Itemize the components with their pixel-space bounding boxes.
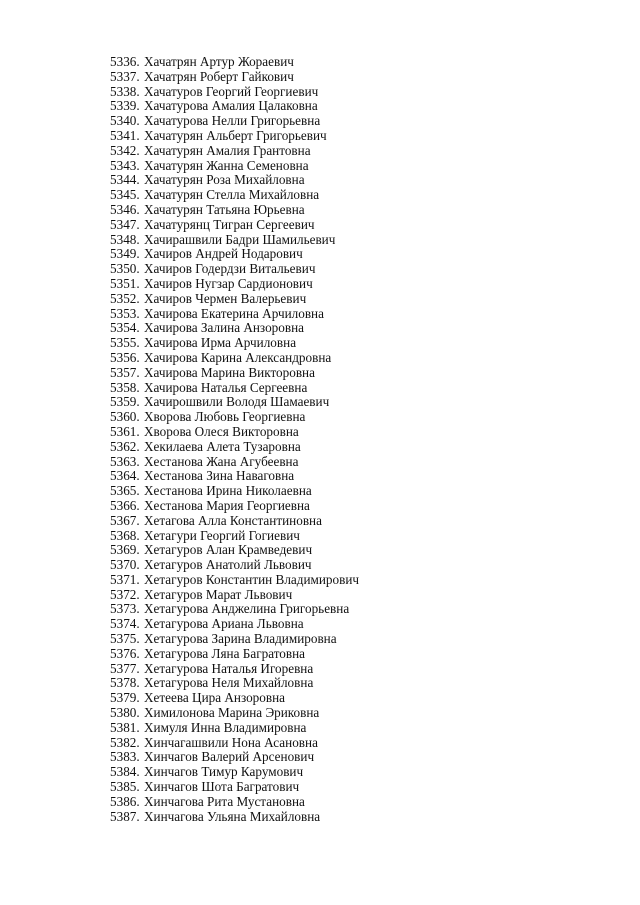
entry-number: 5348. <box>110 231 140 247</box>
entry-name: Хачатурова Амалия Цалаковна <box>144 98 318 114</box>
list-item <box>110 173 359 188</box>
list-item <box>110 529 359 544</box>
list-item <box>110 144 359 159</box>
list-item <box>110 85 359 100</box>
entry-number: 5383. <box>110 749 140 765</box>
entry-number: 5358. <box>110 379 140 395</box>
list-item <box>110 691 359 706</box>
entry-number: 5340. <box>110 113 140 129</box>
list-item <box>110 455 359 470</box>
list-item <box>110 262 359 277</box>
entry-name: Хачатрян Роберт Гайкович <box>144 68 294 84</box>
entry-name: Хачиров Чермен Валерьевич <box>144 290 307 306</box>
entry-name: Хинчагов Шота Багратович <box>144 779 300 795</box>
entry-name: Хинчагов Тимур Карумович <box>144 764 304 780</box>
entry-name: Хетагурова Неля Михайловна <box>144 675 314 691</box>
entry-name: Хачирова Карина Александровна <box>144 349 332 365</box>
entry-number: 5349. <box>110 246 140 262</box>
list-item <box>110 662 359 677</box>
entry-number: 5362. <box>110 438 140 454</box>
entry-name: Хачиров Андрей Нодарович <box>144 246 303 262</box>
entry-name: Хетагуров Анатолий Львович <box>144 557 312 573</box>
entry-number: 5350. <box>110 261 140 277</box>
entry-name: Хачирашвили Бадри Шамильевич <box>144 231 336 247</box>
entry-name: Хетагуров Марат Львович <box>144 586 293 602</box>
entry-number: 5373. <box>110 601 140 617</box>
entry-name: Хачирова Ирма Арчиловна <box>144 335 297 351</box>
entry-name: Хетагурова Наталья Игоревна <box>144 660 314 676</box>
list-item <box>110 499 359 514</box>
entry-name: Хачатурян Амалия Грантовна <box>144 142 311 158</box>
list-item <box>110 218 359 233</box>
entry-number: 5355. <box>110 335 140 351</box>
entry-number: 5378. <box>110 675 140 691</box>
list-item <box>110 410 359 425</box>
entry-number: 5359. <box>110 394 140 410</box>
entry-name: Хетагурова Анджелина Григорьевна <box>144 601 350 617</box>
entry-name: Хачирова Наталья Сергеевна <box>144 379 308 395</box>
entry-number: 5374. <box>110 616 140 632</box>
list-item <box>110 810 359 825</box>
entry-number: 5339. <box>110 98 140 114</box>
entry-number: 5345. <box>110 187 140 203</box>
list-item <box>110 765 359 780</box>
list-item <box>110 706 359 721</box>
entry-name: Хачиров Нугзар Сардионович <box>144 275 313 291</box>
entry-name: Хетагуров Константин Владимирович <box>144 571 360 587</box>
list-item <box>110 440 359 455</box>
list-item <box>110 292 359 307</box>
list-item <box>110 70 359 85</box>
entry-number: 5372. <box>110 586 140 602</box>
entry-number: 5377. <box>110 660 140 676</box>
entry-name: Хинчагова Ульяна Михайловна <box>144 808 321 824</box>
list-item <box>110 676 359 691</box>
entry-number: 5354. <box>110 320 140 336</box>
entry-number: 5368. <box>110 527 140 543</box>
list-item <box>110 484 359 499</box>
list-item <box>110 247 359 262</box>
list-item <box>110 188 359 203</box>
list-item <box>110 129 359 144</box>
list-item <box>110 617 359 632</box>
entry-name: Хачатурянц Тигран Сергеевич <box>144 216 315 232</box>
list-item <box>110 277 359 292</box>
entry-name: Хестанова Жана Агубеевна <box>144 453 299 469</box>
entry-number: 5357. <box>110 364 140 380</box>
list-item <box>110 647 359 662</box>
entry-name: Хестанова Ирина Николаевна <box>144 483 312 499</box>
entry-name: Хетагуров Алан Крамведевич <box>144 542 313 558</box>
list-item <box>110 381 359 396</box>
name-list <box>110 55 359 824</box>
list-item <box>110 233 359 248</box>
list-item <box>110 750 359 765</box>
entry-name: Хачатуров Георгий Георгиевич <box>144 83 319 99</box>
list-item <box>110 543 359 558</box>
entry-number: 5343. <box>110 157 140 173</box>
list-item <box>110 588 359 603</box>
entry-name: Хинчагова Рита Мустановна <box>144 793 305 809</box>
entry-number: 5386. <box>110 793 140 809</box>
entry-number: 5366. <box>110 497 140 513</box>
list-item <box>110 321 359 336</box>
list-item <box>110 795 359 810</box>
entry-name: Химилонова Марина Эриковна <box>144 705 320 721</box>
entry-name: Хворова Любовь Георгиевна <box>144 409 306 425</box>
entry-name: Хачатурян Татьяна Юрьевна <box>144 201 305 217</box>
entry-number: 5360. <box>110 409 140 425</box>
entry-name: Хестанова Мария Георгиевна <box>144 497 310 513</box>
list-item <box>110 736 359 751</box>
list-item <box>110 159 359 174</box>
entry-number: 5371. <box>110 571 140 587</box>
entry-number: 5344. <box>110 172 140 188</box>
list-item <box>110 203 359 218</box>
entry-name: Хачирова Екатерина Арчиловна <box>144 305 324 321</box>
entry-name: Хачирова Залина Анзоровна <box>144 320 304 336</box>
entry-number: 5384. <box>110 764 140 780</box>
entry-number: 5353. <box>110 305 140 321</box>
list-item <box>110 632 359 647</box>
entry-number: 5365. <box>110 483 140 499</box>
list-item <box>110 573 359 588</box>
entry-name: Хачатрян Артур Жораевич <box>144 54 294 69</box>
entry-number: 5382. <box>110 734 140 750</box>
entry-name: Хекилаева Алета Тузаровна <box>144 438 301 454</box>
list-item <box>110 780 359 795</box>
entry-number: 5363. <box>110 453 140 469</box>
entry-name: Хворова Олеся Викторовна <box>144 423 299 439</box>
list-item <box>110 99 359 114</box>
list-item <box>110 336 359 351</box>
entry-name: Хачирова Марина Викторовна <box>144 364 315 380</box>
entry-number: 5337. <box>110 68 140 84</box>
list-item <box>110 469 359 484</box>
list-item <box>110 55 359 70</box>
list-item <box>110 602 359 617</box>
list-item <box>110 425 359 440</box>
entry-number: 5338. <box>110 83 140 99</box>
entry-name: Хачатурян Жанна Семеновна <box>144 157 309 173</box>
entry-number: 5375. <box>110 631 140 647</box>
entry-number: 5364. <box>110 468 140 484</box>
entry-name: Хестанова Зина Наваговна <box>144 468 295 484</box>
entry-number: 5367. <box>110 512 140 528</box>
entry-name: Хетагурова Ариана Львовна <box>144 616 304 632</box>
entry-number: 5385. <box>110 779 140 795</box>
entry-number: 5387. <box>110 808 140 824</box>
list-item <box>110 366 359 381</box>
entry-number: 5356. <box>110 349 140 365</box>
entry-name: Хачатурова Нелли Григорьевна <box>144 113 321 129</box>
list-item <box>110 514 359 529</box>
entry-number: 5352. <box>110 290 140 306</box>
entry-name: Хачатурян Стелла Михайловна <box>144 187 320 203</box>
entry-name: Хачатурян Альберт Григорьевич <box>144 127 327 143</box>
list-item <box>110 558 359 573</box>
entry-number: 5376. <box>110 645 140 661</box>
entry-name: Хетагури Георгий Гогиевич <box>144 527 300 543</box>
entry-number: 5351. <box>110 275 140 291</box>
entry-number: 5342. <box>110 142 140 158</box>
entry-number: 5381. <box>110 719 140 735</box>
list-item <box>110 351 359 366</box>
entry-number: 5361. <box>110 423 140 439</box>
entry-number: 5380. <box>110 705 140 721</box>
list-item <box>110 114 359 129</box>
entry-number: 5346. <box>110 201 140 217</box>
entry-name: Хачиров Годердзи Витальевич <box>144 261 316 277</box>
entry-name: Хетагова Алла Константиновна <box>144 512 322 528</box>
entry-name: Хинчагов Валерий Арсенович <box>144 749 315 765</box>
entry-name: Химуля Инна Владимировна <box>144 719 307 735</box>
entry-number: 5347. <box>110 216 140 232</box>
entry-name: Хачатурян Роза Михайловна <box>144 172 305 188</box>
entry-number: 5336. <box>110 54 140 69</box>
entry-name: Хинчагашвили Нона Асановна <box>144 734 318 750</box>
list-item <box>110 307 359 322</box>
list-item <box>110 395 359 410</box>
entry-number: 5370. <box>110 557 140 573</box>
entry-number: 5341. <box>110 127 140 143</box>
entry-number: 5379. <box>110 690 140 706</box>
entry-name: Хетагурова Ляна Багратовна <box>144 645 306 661</box>
entry-number: 5369. <box>110 542 140 558</box>
entry-name: Хетеева Цира Анзоровна <box>144 690 286 706</box>
entry-name: Хетагурова Зарина Владимировна <box>144 631 337 647</box>
entry-name: Хачирошвили Володя Шамаевич <box>144 394 330 410</box>
list-item <box>110 721 359 736</box>
